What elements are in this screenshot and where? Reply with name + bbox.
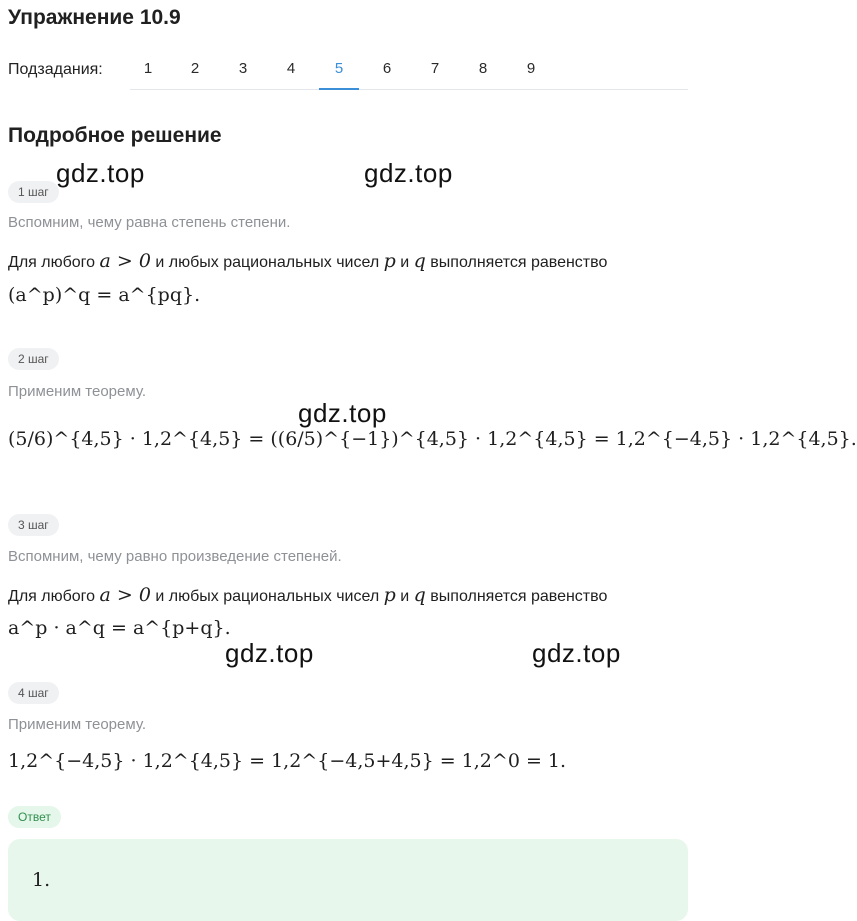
subtask-tab-6[interactable]: 6: [382, 60, 392, 77]
watermark: gdz.top: [298, 398, 387, 428]
math-var-p: p: [383, 584, 396, 606]
subtask-tab-4[interactable]: 4: [286, 60, 296, 77]
step-hint-2: Применим теорему.: [8, 383, 147, 400]
step-formula-1: (a^p)^q = a^{pq}.: [8, 284, 201, 306]
subtask-tab-8[interactable]: 8: [478, 60, 488, 77]
step-badge-2: 2 шаг: [8, 348, 59, 370]
step-badge-1: 1 шаг: [8, 181, 59, 203]
text-part: и: [400, 588, 410, 605]
text-part: и: [400, 254, 410, 271]
subtask-tab-3[interactable]: 3: [238, 60, 248, 77]
answer-box: [8, 839, 688, 921]
watermark: gdz.top: [56, 158, 145, 188]
watermark: gdz.top: [225, 638, 314, 668]
subtask-tab-1[interactable]: 1: [143, 60, 153, 77]
text-part: и любых рациональных чисел: [155, 254, 380, 271]
math-a-gt-0: a > 0: [99, 250, 151, 272]
answer-value: 1.: [32, 869, 51, 891]
step-text-1: [8, 250, 607, 272]
answer-badge: Ответ: [8, 806, 61, 828]
text-part: выполняется равенство: [430, 254, 608, 271]
text-part: и любых рациональных чисел: [155, 588, 380, 605]
subtasks-nav: [8, 56, 688, 90]
math-a-gt-0: a > 0: [99, 584, 151, 606]
page-title: Упражнение 10.9: [8, 6, 181, 29]
subtask-tab-2[interactable]: 2: [190, 60, 200, 77]
math-var-p: p: [383, 250, 396, 272]
step-badge-3: 3 шаг: [8, 514, 59, 536]
step-badge-4: 4 шаг: [8, 682, 59, 704]
subtasks-label: Подзадания:: [8, 61, 103, 78]
step-hint-1: Вспомним, чему равна степень степени.: [8, 214, 291, 231]
step-hint-3: Вспомним, чему равно произведение степеней.: [8, 548, 342, 565]
text-part: Для любого: [8, 588, 96, 605]
text-part: выполняется равенство: [430, 588, 608, 605]
step-text-3: [8, 584, 607, 606]
subtask-tab-9[interactable]: 9: [526, 60, 536, 77]
math-var-q: q: [413, 250, 426, 272]
section-title: Подробное решение: [8, 124, 222, 147]
text-part: Для любого: [8, 254, 96, 271]
step-formula-4: 1,2^{−4,5} · 1,2^{4,5} = 1,2^{−4,5+4,5} = 1,2^0 = 1.: [8, 750, 567, 772]
step-hint-4: Применим теорему.: [8, 716, 147, 733]
watermark: gdz.top: [532, 638, 621, 668]
subtask-tab-7[interactable]: 7: [430, 60, 440, 77]
watermark: gdz.top: [364, 158, 453, 188]
math-var-q: q: [413, 584, 426, 606]
step-formula-2: (5/6)^{4,5} · 1,2^{4,5} = ((6/5)^{−1})^{4,5} · 1,2^{4,5} = 1,2^{−4,5} · 1,2^{4,5}.: [8, 428, 857, 450]
subtask-tab-5[interactable]: 5: [319, 56, 359, 90]
step-formula-3: a^p · a^q = a^{p+q}.: [8, 617, 231, 639]
